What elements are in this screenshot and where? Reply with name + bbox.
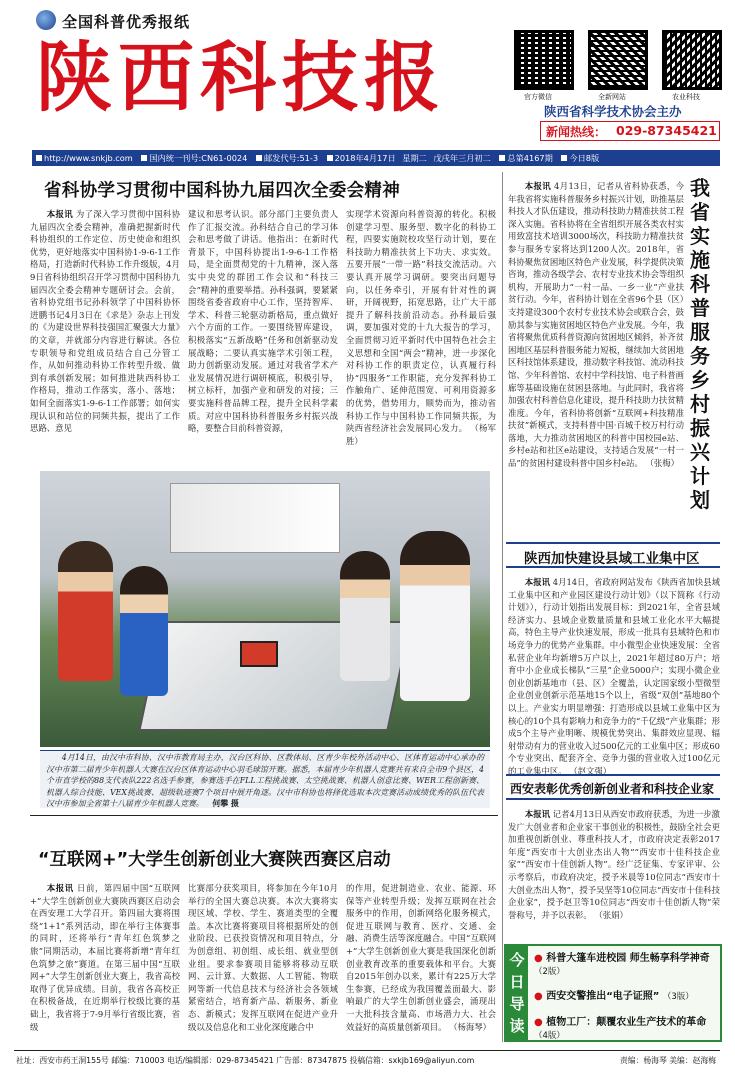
photo-caption: [46, 752, 484, 810]
story2-author: （杨海琴）: [449, 1021, 492, 1032]
right-low-body: 记者4月13日从西安市政府获悉，为进一步激发广大创业者和企业家干事创业的积极性，鼓励全社会更加重视创新创业、尊重科技人才，市政府决定表彰2017年度“西安市十大创业杰出人物”“西安市十佳科技企业家”“西安市十佳创新人物”。经广泛征集、专家评审、公示考察后，市政府决定，授予米晨等10位同志“西安市十大创业杰出人物”，授予吴坚等10位同志“西安市十佳科技企业家”，授予赵卫等10位同志“西安市十佳创新人物”荣誉称号，并予以表彰。: [508, 809, 721, 920]
lead-col3-text: 实现学术资源向科普资源的转化。积极创建学习型、服务型、数字化的科协工程，四要实施院校攻坚行动计划，要在科技助力精准扶贫上下功夫、求实效。五要开展“一带一路”科技交流活动。六要认真开展学习调研。要突出问题导向，以任务牵引，开展有针对性的调研，开阔视野，拓宽思路，让广大干部提升了解科技前沿动态。孙科最后强调，要加强对党的十九大报告的学习，全面贯彻习近平新时代中国特色社会主义思想和全国“两会”精神，进一步深化对科协工作的职责定位，认真履行科协“四服务”工作职能，充分发挥科协工作触角广、延伸范围宽、可利用资源多的优势，借势用力，顺势而为，推动省科协工作与中国科协工作同频共振，为陕西省经济社会发展同心发力。: [346, 209, 496, 434]
photo-student-2: [120, 566, 168, 696]
info-bar: [32, 150, 720, 166]
lead-author: （杨军胜）: [346, 423, 497, 446]
story2-headline: “互联网+”大学生创新创业大赛陕西赛区启动: [38, 850, 391, 870]
qr-code-agri-icon: [662, 30, 722, 90]
qr-code-wechat-icon: [514, 30, 574, 90]
info-square-icon: [36, 155, 42, 161]
info-date: 2018年4月17日: [334, 153, 396, 163]
guide-item-2-text: 西安交警推出“电子证照”: [546, 991, 660, 1002]
right-top-label: 本报讯: [524, 181, 552, 191]
right-low-label: 本报讯: [524, 809, 551, 819]
masthead: [0, 0, 735, 150]
info-website[interactable]: http://www.snkjb.com: [44, 153, 133, 163]
info-pages: 今日8版: [569, 153, 600, 163]
info-issue: 总第4167期: [507, 153, 553, 163]
guide-item-2-page: （3版）: [662, 992, 694, 1002]
lead-col1-text: 为了深入学习贯彻中国科协九届四次全委会精神，准确把握新时代科协组织的工作定位、历史使命和组织优势，更好地落实中国科协1-9-6-1工作格局，打造新时代科协工作升级版，4月9日省科协组织召开学习贯彻中国科协九届四次全委会精神专题研讨会。会前，省科协党组书记孙科领学了中国科协怀进鹏书记4月3日在《求是》杂志上刊发的《为建设世界科技强国汇聚强大力量》的文章，并就部分内容进行解读。各位专职领导和党组成员结合自己分管工作，从如何推动科协工作转型升级、做到有承创新发展；如何推进陕西科协工作格局，推动工作落实，落小、落地；如何全面落实1-9-6-1工作部署；如何实现认识和站位的同频共振，提出了工作思路、意见: [30, 209, 181, 434]
masthead-title: 陕西科技报: [36, 33, 446, 122]
qr-label-2: 全新网站: [598, 93, 626, 101]
photo-caption-text: 4月14日，由汉中市科协、汉中市教育局主办，汉台区科协、区教体局、区青少年校外活动中心、区体育运动中心承办的汉中市第二届青少年机器人大赛在汉台区体育运动中心羽毛球馆开赛。据悉，本届青少年机器人竞赛共有来自全市9个县区，4个市直学校的88支代表队222名选手参赛，参赛选手在FLL工程挑战赛、太空挑战赛、机器人创意比赛、WER工程创新赛、机器人综合技能、VEX挑战赛、超级轨迹赛7个项目中展开角逐。汉中市科协也将择优选取本次竞赛活动成绩优秀的队伍代表汉中市参加全省第十八届青少年机器人竞赛。: [46, 753, 484, 808]
info-postal: 邮发代号:51-3: [263, 153, 319, 163]
qr-label-3: 农业科技: [672, 93, 700, 101]
robot-contest-photo: [40, 471, 490, 747]
info-square-icon: [327, 155, 333, 161]
photo-student-3: [340, 551, 390, 681]
guide-item-1[interactable]: [534, 952, 718, 979]
footer-left: 社址：西安市药王洞155号 邮编：710003 电话/编辑部：029-87345421 广告部：87347875 投稿信箱：sxkjb169@aliyun.com: [16, 1056, 475, 1065]
story2-label: 本报讯: [46, 883, 74, 893]
hotline-number: 029-87345421: [616, 123, 717, 138]
lead-headline: 省科协学习贯彻中国科协九届四次全委会精神: [44, 181, 400, 201]
photo-credit: 何攀 摄: [212, 799, 239, 808]
guide-item-1-page: （2版）: [534, 967, 565, 977]
sponsor-text: 陕西省科学技术协会主办: [544, 104, 682, 119]
info-square-icon: [141, 155, 147, 161]
story2-col2-text: 比赛部分获奖项目，将参加在今年10月举行的全国大赛总决赛。本次大赛将实现区域、学校、学生、赛道类型的全覆盖。本次比赛将赛项目将根据所处的创业阶段、已获投资情况和项目特点，分为创意组、初创组、成长组、就业型创业组。要求参赛项目能够将移动互联网、云计算、大数据、人工智能、物联网等新一代信息技术与经济社会各领域紧密结合，培育新产品、新服务、新业态、新模式；发挥互联网在促进产业升级以及信息化和工业化深度融合中: [188, 883, 338, 1032]
lead-col1: [30, 208, 180, 460]
bullet-icon: ●: [534, 991, 543, 1002]
guide-item-3[interactable]: [534, 1016, 718, 1043]
story2-col1-text: 日前，第四届中国“互联网+”大学生创新创业大赛陕西赛区启动会在西安理工大学召开。第四届大赛将围绕“1+1”系列活动，即在举行主体赛事的同时，还将举行“青年红色筑梦之旅”同期活动，本届比赛将新增“青年红色筑梦之旅”赛道。在第三届中国“互联网+”大学生创新创业大赛上，我省高校取得了优异成绩。目前，我省各高校正在积极备战，在近期举行校级比赛的基础上，我省将于7-9月举行省级比赛，省级: [30, 883, 181, 1032]
right-low-author: （张娟）: [594, 909, 628, 920]
divider: [30, 815, 498, 816]
photo-student-4: [400, 531, 470, 701]
award-emblem-icon: [36, 10, 56, 30]
story2-col1: [30, 882, 180, 1046]
hotline-label: 新闻热线：: [546, 125, 607, 139]
right-mid-label: 本报讯: [524, 577, 551, 587]
footer-right: 责编：杨海琴 美编：赵海梅: [620, 1056, 717, 1065]
qr-code-website-icon: [588, 30, 648, 90]
guide-item-2[interactable]: [534, 990, 718, 1004]
guide-label: 今日导读: [506, 946, 528, 1040]
guide-item-1-text: 科普大篷车进校园 师生畅享科学神奇: [546, 953, 710, 964]
photo-robot: [240, 641, 278, 667]
photo-student-1: [58, 541, 113, 681]
right-mid-author: （赵文强）: [569, 765, 612, 776]
story2-col3: [346, 882, 496, 1046]
lead-label: 本报讯: [46, 209, 73, 219]
story2-col3-text: 的作用，促进制造业、农业、能源、环保等产业转型升级；发挥互联网在社会服务中的作用，创新网络化服务模式，促进互联网与教育、医疗、交通、金融、消费生活等深度融合。中国“互联网+”大学生创新创业大赛是我国深化创新创业教育改革的重要载体和平台。大赛自2015年创办以来，累计有225万大学生参赛，已经成为我国覆盖面最大、影响最广的大学生创新创业盛会，涌现出一大批科技含量高、市场潜力大、社会效益好的高质量创新项目。: [346, 883, 496, 1032]
right-mid-text: [508, 576, 721, 776]
right-low-text: [508, 808, 720, 934]
right-top-body: 4月13日，记者从省科协获悉，今年我省将实施科普服务乡村振兴计划，助推基层科技人才队伍建设，推动科技助力精准扶贫工程深入实施。省科协将在全省组织开展各类农村实用致富技术培训3000场次，科技助力精准扶贫参与服务专家将达到1200人次。2018年，省科协聚焦贫困地区特色产业发展，科学提供决策咨询，推动各级学会、农村专业技术协会等组织机构，开展助力“一村一品、一乡一业”产业扶贫行动。今年，省科协计划在全省96个县（区）支持建设300个农村专业技术协会或联合会，鼓励其参与实施贫困地区特色产业发展。今年，我省将聚焦优质科普资源向贫困地区倾斜，补齐贫困地区基层科普服务能力短板，继续加大贫困地区科技馆体系建设，推动数字科技馆、流动科技馆、少年科普馆、农村中学科技馆、电子科普画廊等基础设施在贫困县落地。与此同时，我省将加强农村科普信息化建设，提升科技助力扶贫精准度。今年，省科协将创新“互联网+科技精准扶贫”新模式，支持科普中国·百城千校万村行动落地，大力推动贫困地区的科普中国校园e站、乡村e站和社区e站建设，支持适合发展“一村一品”的贫困村建设科普中国乡村e站。: [508, 181, 684, 469]
footer-rule: [14, 1050, 720, 1051]
bullet-icon: ●: [534, 953, 543, 964]
story2-col2: [188, 882, 338, 1046]
lead-col3: [346, 208, 496, 460]
info-lunar: 戊戌年三月初二: [433, 153, 491, 163]
guide-item-3-text: 植物工厂：颠覆农业生产技术的革命: [546, 1017, 707, 1028]
right-low-headline: 西安表彰优秀创新创业者和科技企业家: [510, 782, 715, 796]
bullet-icon: ●: [534, 1017, 543, 1028]
right-top-headline: 我省实施科普服务乡村振兴计划: [690, 176, 710, 512]
info-weekday: 星期二: [402, 153, 427, 163]
right-top-author: （张梅）: [645, 458, 680, 469]
photo-banner: [170, 483, 340, 553]
right-mid-headline: 陕西加快建设县域工业集中区: [524, 551, 700, 567]
guide-item-3-page: （4版）: [534, 1031, 565, 1041]
column-divider: [502, 172, 503, 1042]
award-text: 全国科普优秀报纸: [62, 13, 191, 31]
qr-label-1: 官方微信: [524, 93, 552, 101]
right-mid-body: 4月14日，省政府网站发布《陕西省加快县域工业集中区和产业园区建设行动计划》（以下简称《行动计划》），行动计划指出发展目标：到2021年，全省县域经济实力、县域企业数量质量和县域工业化水平大幅提高，特色主导产业快速发展，形成一批具有县域特色和市场竞争力的优势产业集群。中小微型企业快速发展：全省私营企业年均新增5万户以上，2021年超过80万户；培育中小企业成长梯队“三星”企业5000户；实现小微企业创业创新基地市（县、区）全覆盖，认定国家级小型微型企业创业创新示范基地15个以上，省级“双创”基地80个以上。产业实力明显增强：打造形成以县域工业集中区为核心的10个具有影响力和竞争力的“千亿级”产业集群；形成5个主导产业明晰、规模优势突出、集群效应显现、辐射带动有力的营业收入过500亿元的工业集中区；形成60个专业突出、配套齐全、竞争力强的营业收入过100亿元的工业集中区。: [508, 577, 721, 776]
info-square-icon: [256, 155, 262, 161]
lead-col2: [188, 208, 338, 460]
info-cn: 国内统一刊号:CN61-0024: [149, 153, 248, 163]
info-square-icon: [561, 155, 567, 161]
info-square-icon: [499, 155, 505, 161]
lead-col2-text: 建议和思考认识。部分部门主要负责人作了汇报交流。孙科结合自己的学习体会和思考做了讲话。他指出：在新时代背景下，中国科协提出1-9-6-1工作格局，是全面贯彻党的十九精神，深入落实中央党的群团工作会议和“科技三会”精神的重要举措。孙科强调，要紧紧围绕省委省政府中心工作，坚持智库、学术、科普三轮驱动新格局，重点做好六个方面的工作。一要围绕智库建设，积极落实“五新战略”任务和创新驱动发展战略；二要认真实施学术引领工程，助力创新驱动发展。通过对我省学术产业发展情况进行调研模底，积极引导，树立标杆，加强产业和研发的对接；三要实施科普品牌工程，提升全民科学素质。对应中国科协科普服务乡村振兴战略，要整合目前科普资源，: [188, 209, 338, 434]
